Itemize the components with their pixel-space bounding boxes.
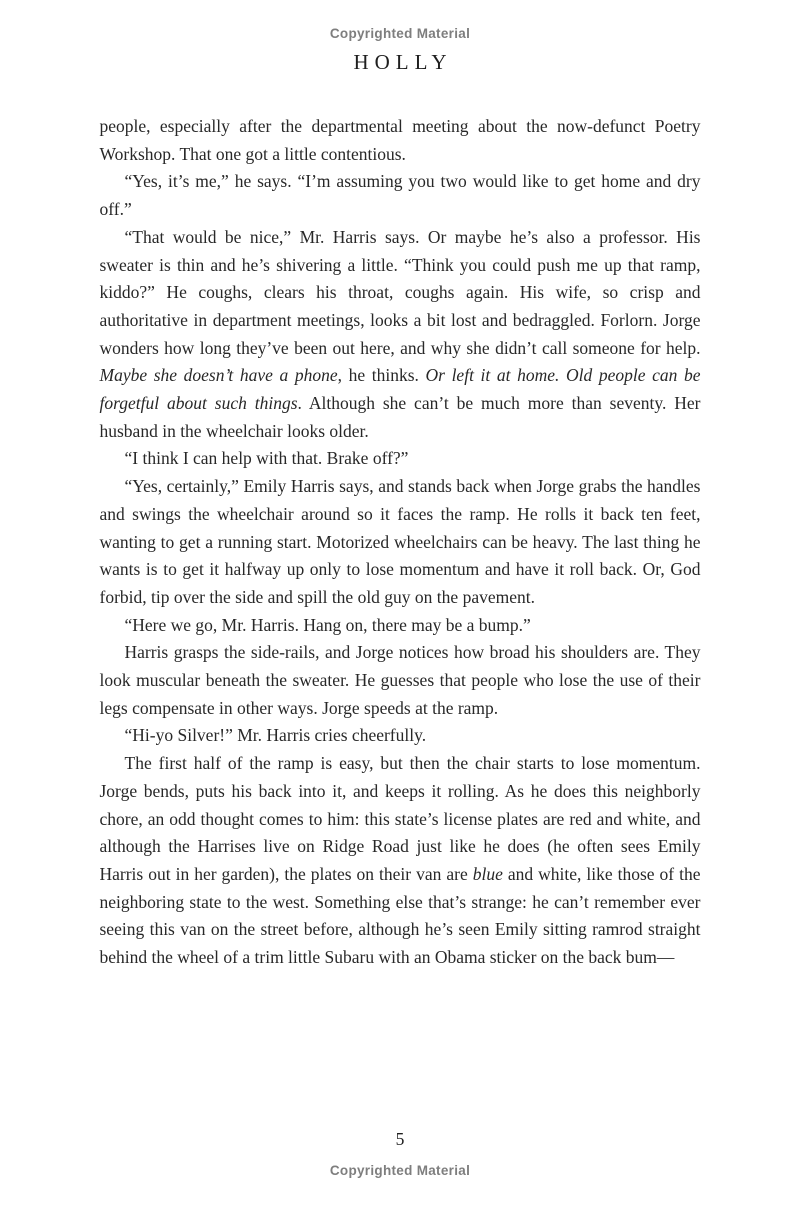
paragraph: “Yes, it’s me,” he says. “I’m assuming you two would like to get home and dry off.” [99, 171, 701, 220]
copyright-notice-bottom: Copyrighted Material [329, 1162, 471, 1178]
paragraph: “Hi-yo Silver!” Mr. Harris cries cheerfully. [124, 725, 427, 746]
page-title: HOLLY [353, 50, 453, 74]
page-number: 5 [395, 1129, 405, 1149]
paragraph: “Here we go, Mr. Harris. Hang on, there may be a bump.” [124, 614, 531, 635]
copyright-notice-top: Copyrighted Material [329, 26, 471, 41]
body-text [100, 113, 701, 972]
paragraph: people, especially after the departmental meeting about the now-defunct Poetry Workshop. That one got a little contentious. [99, 116, 701, 164]
paragraph: “I think I can help with that. Brake off?” [124, 448, 409, 469]
paragraph: “That would be nice,” Mr. Harris says. Or maybe he’s also a professor. His sweater is thin and he’s shivering a little. “Think you could push me up that ramp, kiddo?” He coughs, clears his throat, coughs again. His wife, so crisp and authoritative in department meetings, looks a bit lost and bedraggled. Forlorn. Jorge wonders how long they’ve been out here, and why she didn’t call someone for help. Maybe she doesn’t have a phone, he thinks. Or left it at home. Old people can be forgetful about such things. Although she can’t be much more than seventy. Her husband in the wheelchair looks older. [99, 226, 701, 441]
paragraph: The first half of the ramp is easy, but then the chair starts to lose momentum. Jorge bends, puts his back into it, and keeps it rolling. As he does this neighborly chore, an odd thought comes to him: this state’s license plates are red and white, and although the Harrises live on Ridge Road just like he does (he often sees Emily Harris out in her garden), the plates on their van are blue and white, like those of the neighboring state to the west. Something else that’s strange: he can’t remember ever seeing this van on the street before, although he’s seen Emily sitting ramrod straight behind the wheel of a trim little Subaru with an Obama sticker on the back bum— [99, 753, 701, 968]
page-footer [0, 1125, 800, 1205]
paragraph: “Yes, certainly,” Emily Harris says, and stands back when Jorge grabs the handles and swings the wheelchair around so it faces the ramp. He rolls it back ten feet, wanting to get a running start. Motorized wheelchairs can be heavy. The last thing he wants is to get it halfway up only to lose momentum and have it roll back. Or, God forbid, tip over the side and spill the old guy on the pavement. [99, 476, 701, 607]
paragraph: Harris grasps the side-rails, and Jorge notices how broad his shoulders are. They look muscular beneath the sweater. He guesses that people who lose the use of their legs compensate in other ways. Jorge speeds at the ramp. [99, 642, 701, 718]
